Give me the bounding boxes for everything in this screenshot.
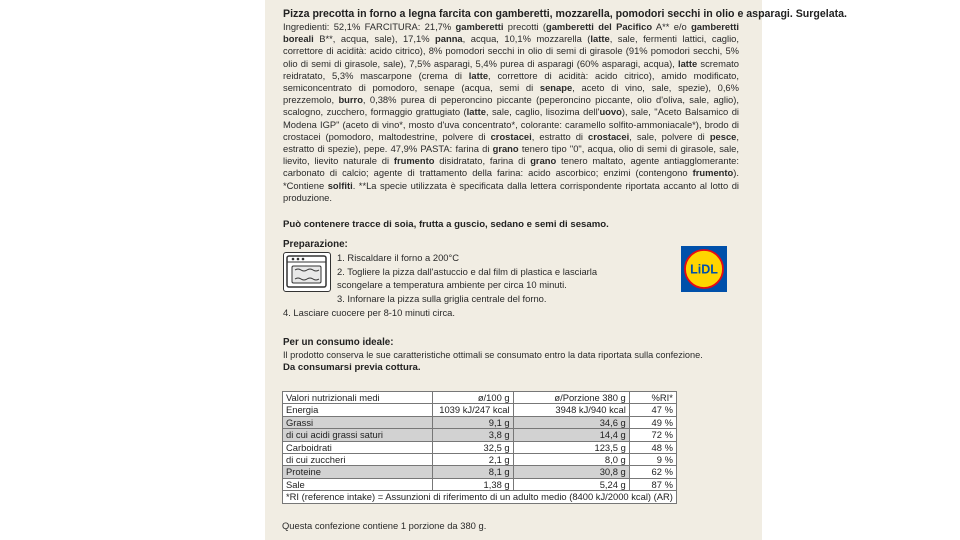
nutrient-ri: 47 %: [629, 404, 676, 416]
nutrient-portion: 123,5 g: [513, 441, 629, 453]
ingredient-text: scremato reidratato, 5,3% mascarpone (crema di: [283, 57, 739, 81]
nutrition-row: [283, 404, 677, 416]
header-per100: ø/100 g: [432, 392, 513, 404]
nutrient-name: di cui acidi grassi saturi: [283, 429, 433, 441]
allergen-term: uovo: [599, 106, 622, 118]
allergen-term: solfiti: [327, 179, 353, 191]
ingredient-text: precotti (: [503, 21, 546, 32]
product-title: Pizza precotta in forno a legna farcita con gamberetti, mozzarella, pomodori secchi in olio e asparagi. Surgelata.: [283, 8, 847, 20]
nutrition-row: [283, 454, 677, 466]
portion-note: Questa confezione contiene 1 porzione da 380 g.: [282, 520, 487, 531]
ingredient-text: , acqua, 10,1% mozzarella (: [462, 33, 591, 45]
header-name: Valori nutrizionali medi: [283, 392, 433, 404]
allergen-term: panna: [435, 33, 463, 45]
nutrient-name: di cui zuccheri: [283, 454, 433, 466]
nutrient-name: Sale: [283, 478, 433, 490]
nutrient-per100: 9,1 g: [432, 416, 513, 428]
lidl-logo-text: LiDL: [690, 262, 718, 277]
nutrient-per100: 8,1 g: [432, 466, 513, 478]
ingredient-text: tenero tipo "0", acqua, olio di semi di girasole, sale, lievito, lievito naturale di: [283, 143, 739, 167]
nutrient-name: Carboidrati: [283, 441, 433, 453]
nutrition-row: [283, 429, 677, 441]
allergen-term: crostacei: [490, 130, 532, 142]
header-ri: %RI*: [629, 392, 676, 404]
ingredient-text: , sale, caglio, lisozima dell': [485, 106, 600, 118]
nutrient-ri: 49 %: [629, 416, 676, 428]
allergen-term: burro: [338, 94, 363, 106]
nutrition-header-row: [283, 392, 677, 404]
nutrition-table: [282, 391, 677, 504]
nutrient-portion: 14,4 g: [513, 429, 629, 441]
allergen-term: crostacei: [588, 130, 630, 142]
lidl-logo: [681, 246, 727, 292]
nutrient-per100: 3,8 g: [432, 429, 513, 441]
cooking-required-note: Da consumarsi previa cottura.: [283, 362, 421, 373]
allergen-term: grano: [530, 155, 557, 167]
ingredients-list: [283, 21, 739, 204]
ideal-consumption-heading: Per un consumo ideale:: [283, 337, 394, 348]
nutrient-name: Proteine: [283, 466, 433, 478]
nutrient-ri: 72 %: [629, 429, 676, 441]
nutrient-ri: 48 %: [629, 441, 676, 453]
nutrition-row: [283, 478, 677, 490]
nutrition-row: [283, 466, 677, 478]
nutrient-ri: 87 %: [629, 478, 676, 490]
nutrition-footnote-row: [283, 491, 677, 503]
nutrient-name: Energia: [283, 404, 433, 416]
allergen-term: gamberetti del Pacifico: [545, 21, 653, 32]
ingredient-text: Ingredienti: 52,1% FARCITURA: 21,7%: [283, 21, 456, 32]
allergen-term: gamberetti: [455, 21, 504, 32]
allergen-term: latte: [590, 33, 610, 45]
prep-step-2: 2. Togliere la pizza dall'astuccio e dal film di plastica e lasciarla: [337, 266, 598, 277]
oven-icon: [283, 252, 331, 292]
ingredient-text: , estratto di: [531, 130, 589, 142]
ingredient-text: , correttore di acidità: acido citrico), amido modificato, semiconcentrato di pomodoro, senape (acqua, semi di: [283, 69, 739, 94]
prep-step-2-cont: scongelare a temperatura ambiente per circa 10 minuti.: [337, 279, 567, 290]
allergen-term: latte: [466, 106, 486, 118]
ingredient-text: . **La specie utilizzata è specificata dalla lettera corrispondente riportata accanto al lotto di produzione.: [283, 179, 740, 203]
allergen-term: latte: [468, 69, 489, 81]
ingredient-text: A** e/o: [652, 21, 692, 32]
ingredient-text: , 0,38% purea di peperoncino piccante (peperoncino piccante, olio d'oliva, sale, aglio), scalogno, zucchero, formaggio grattugiato (: [283, 94, 739, 118]
nutrient-portion: 34,6 g: [513, 416, 629, 428]
oven-icon-graphic: [284, 253, 329, 290]
nutrient-per100: 1,38 g: [432, 478, 513, 490]
ideal-consumption-text: Il prodotto conserva le sue caratteristiche ottimali se consumato entro la data riportata sulla confezione.: [283, 350, 703, 360]
nutrient-portion: 8,0 g: [513, 454, 629, 466]
allergen-traces: Può contenere tracce di soia, frutta a guscio, sedano e semi di sesamo.: [283, 219, 609, 230]
allergen-term: frumento: [393, 155, 435, 167]
nutrient-ri: 62 %: [629, 466, 676, 478]
ingredient-text: , sale, fermenti lattici, caglio, correttore di acidità: acido citrico), 8% pomodori secchi in olio di semi di girasole (91% pomodori secchi, 5% olio di semi di girasole, sale), 7,5% asparagi, 5,4% purea di asparagi (60% asparagi, acqua),: [283, 33, 739, 69]
nutrient-portion: 3948 kJ/940 kcal: [513, 404, 629, 416]
prep-step-4: 4. Lasciare cuocere per 8-10 minuti circa.: [283, 307, 455, 318]
nutrition-row: [283, 441, 677, 453]
nutrient-per100: 2,1 g: [432, 454, 513, 466]
preparation-heading: Preparazione:: [283, 239, 348, 250]
ingredient-text: disidratato, farina di: [434, 155, 531, 167]
nutrient-per100: 1039 kJ/247 kcal: [432, 404, 513, 416]
prep-step-1: 1. Riscaldare il forno a 200°C: [337, 252, 460, 263]
ingredient-text: B**, acqua, sale), 17,1%: [313, 33, 436, 45]
nutrient-per100: 32,5 g: [432, 441, 513, 453]
ingredient-text: tenero maltato, agente antiagglomerante: carbonato di calcio; agente di trattamento della farina: acido ascorbico; enzimi (contengono: [283, 155, 740, 179]
nutrition-footnote: *RI (reference intake) = Assunzioni di riferimento di un adulto medio (8400 kJ/2000 kcal) (AR): [283, 491, 677, 503]
allergen-term: senape: [539, 82, 573, 94]
nutrient-portion: 5,24 g: [513, 478, 629, 490]
nutrient-ri: 9 %: [629, 454, 676, 466]
nutrient-portion: 30,8 g: [513, 466, 629, 478]
ingredient-text: , estratto di spezie), pepe. 47,9% PASTA: farina di: [283, 130, 740, 155]
ingredient-text: ). *Contiene: [283, 167, 739, 191]
ingredient-text: , sale, polvere di: [629, 130, 710, 142]
ingredient-text: , aceto di vino, sale, spezie), 0,6% prezzemolo,: [283, 82, 739, 106]
nutrition-row: [283, 416, 677, 428]
allergen-term: latte: [677, 57, 698, 69]
allergen-term: grano: [492, 143, 519, 155]
allergen-term: pesce: [709, 130, 737, 142]
allergen-term: frumento: [692, 167, 734, 179]
nutrient-name: Grassi: [283, 416, 433, 428]
header-portion: ø/Porzione 380 g: [513, 392, 629, 404]
ingredient-text: ), sale, "Aceto Balsamico di Modena IGP" (aceto di vino*, mosto d'uva concentrato*, colorante: caramello solfito-ammoniacale*), brodo di crostacei (pomodoro, maltodestrine, polvere di: [283, 106, 739, 142]
prep-step-3: 3. Infornare la pizza sulla griglia centrale del forno.: [337, 293, 547, 304]
allergen-term: gamberetti boreali: [283, 21, 739, 45]
